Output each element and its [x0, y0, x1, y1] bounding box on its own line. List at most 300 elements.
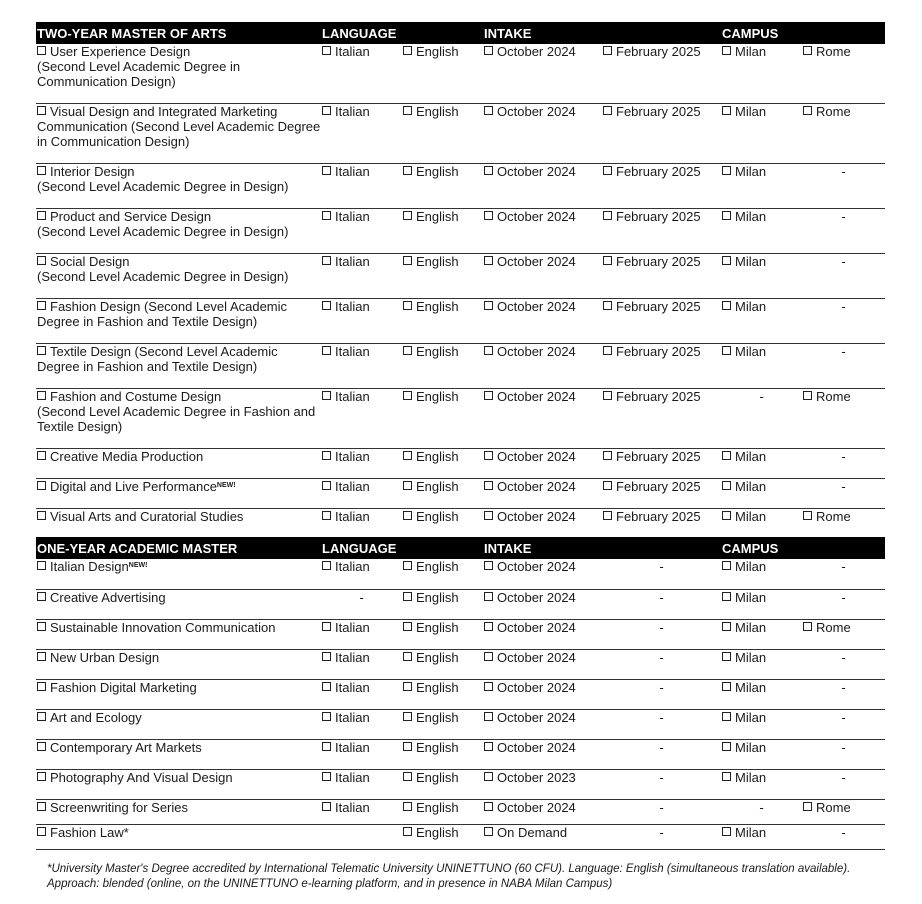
campus-milan: [721, 824, 802, 849]
not-available-dash: -: [841, 709, 846, 725]
checkbox-icon[interactable]: [722, 511, 731, 520]
checkbox-icon[interactable]: [37, 301, 46, 310]
checkbox-icon[interactable]: [322, 106, 331, 115]
checkbox-icon[interactable]: [484, 827, 493, 836]
program-cell: [36, 448, 321, 478]
checkbox-icon[interactable]: [322, 166, 331, 175]
checkbox-icon[interactable]: [722, 346, 731, 355]
option-label: Milan: [735, 478, 767, 494]
program-name-line: [37, 314, 321, 329]
checkbox-icon[interactable]: [322, 652, 331, 661]
program-name-line: [37, 770, 321, 785]
checkbox-icon[interactable]: [322, 772, 331, 781]
checkbox-icon[interactable]: [322, 511, 331, 520]
campus-rome: [802, 799, 885, 824]
language-italian: [321, 448, 402, 478]
option-label: English: [416, 478, 459, 494]
not-available-dash: -: [841, 253, 846, 269]
checkbox-icon[interactable]: [403, 742, 412, 751]
checkbox-icon[interactable]: [322, 46, 331, 55]
campus-rome: [802, 619, 885, 649]
checkbox-icon[interactable]: [484, 301, 493, 310]
option-label: Italian: [335, 769, 370, 785]
checkbox-icon[interactable]: [484, 712, 493, 721]
program-name: Contemporary Art Markets: [50, 739, 202, 755]
checkbox-icon[interactable]: [722, 481, 731, 490]
checkbox-icon[interactable]: [803, 622, 812, 631]
checkbox-icon[interactable]: [403, 712, 412, 721]
checkbox-icon[interactable]: [722, 682, 731, 691]
intake-first: [483, 739, 602, 769]
option-label: October 2024: [497, 448, 576, 464]
checkbox-icon[interactable]: [403, 451, 412, 460]
checkbox-icon[interactable]: [37, 46, 46, 55]
checkbox-icon[interactable]: [403, 481, 412, 490]
option-label: Milan: [735, 343, 767, 359]
checkbox-icon[interactable]: [722, 772, 731, 781]
language-english: [402, 508, 483, 538]
campus-rome: [802, 739, 885, 769]
checkbox-icon[interactable]: [37, 256, 46, 265]
checkbox-icon[interactable]: [403, 211, 412, 220]
intake-second: [602, 44, 721, 103]
option-label: English: [416, 388, 459, 404]
program-name-line: [37, 825, 321, 840]
program-name-line: [37, 710, 321, 725]
checkbox-icon[interactable]: [37, 827, 46, 836]
checkbox-icon[interactable]: [322, 742, 331, 751]
option-label: Milan: [735, 739, 767, 755]
checkbox-icon[interactable]: [37, 652, 46, 661]
checkbox-icon[interactable]: [722, 301, 731, 310]
program-row: [36, 824, 885, 849]
language-italian: [321, 559, 402, 589]
two-year-table: [36, 22, 885, 539]
intake-second: [602, 298, 721, 343]
checkbox-icon[interactable]: [603, 46, 612, 55]
checkbox-icon[interactable]: [603, 166, 612, 175]
program-cell: [36, 619, 321, 649]
option-label: October 2024: [497, 208, 576, 224]
program-name: Creative Media Production: [50, 448, 204, 464]
checkbox-icon[interactable]: [322, 712, 331, 721]
program-cell: [36, 343, 321, 388]
option-label: February 2025: [616, 103, 701, 119]
program-name: Art and Ecology: [50, 709, 142, 725]
not-available-dash: -: [359, 589, 364, 605]
checkbox-icon[interactable]: [484, 561, 493, 570]
program-row: [36, 103, 885, 163]
option-label: Milan: [735, 208, 767, 224]
checkbox-icon[interactable]: [722, 256, 731, 265]
checkbox-icon[interactable]: [37, 346, 46, 355]
checkbox-icon[interactable]: [722, 46, 731, 55]
checkbox-icon[interactable]: [603, 211, 612, 220]
program-name: Fashion Law*: [50, 824, 129, 840]
language-english: [402, 769, 483, 799]
checkbox-icon[interactable]: [37, 106, 46, 115]
not-available-dash: -: [659, 649, 664, 665]
intake-second: [602, 619, 721, 649]
language-english: [402, 739, 483, 769]
not-available-dash: -: [841, 298, 846, 314]
not-available-dash: -: [659, 799, 664, 815]
program-name-line: [37, 134, 321, 149]
option-label: Italian: [335, 559, 370, 574]
language-english: [402, 709, 483, 739]
option-label: October 2024: [497, 619, 576, 635]
program-row: [36, 739, 885, 769]
campus-milan: [721, 709, 802, 739]
option-label: October 2023: [497, 769, 576, 785]
option-label: February 2025: [616, 44, 701, 59]
program-cell: [36, 103, 321, 163]
intake-second: [602, 508, 721, 538]
checkbox-icon[interactable]: [403, 46, 412, 55]
campus-rome: [802, 769, 885, 799]
checkbox-icon[interactable]: [403, 256, 412, 265]
program-name-line: [37, 800, 321, 815]
checkbox-icon[interactable]: [803, 802, 812, 811]
checkbox-icon[interactable]: [403, 346, 412, 355]
checkbox-icon[interactable]: [484, 256, 493, 265]
checkbox-icon[interactable]: [322, 391, 331, 400]
campus-milan: [721, 679, 802, 709]
checkbox-icon[interactable]: [37, 166, 46, 175]
option-label: English: [416, 103, 459, 119]
checkbox-icon[interactable]: [603, 511, 612, 520]
checkbox-icon[interactable]: [722, 712, 731, 721]
option-label: Italian: [335, 298, 370, 314]
option-label: English: [416, 709, 459, 725]
not-available-dash: -: [841, 478, 846, 494]
checkbox-icon[interactable]: [322, 301, 331, 310]
language-english: [402, 163, 483, 208]
option-label: February 2025: [616, 163, 701, 179]
program-cell: [36, 769, 321, 799]
campus-milan: [721, 253, 802, 298]
checkbox-icon[interactable]: [403, 652, 412, 661]
checkbox-icon[interactable]: [403, 106, 412, 115]
language-italian: [321, 769, 402, 799]
program-name-line: [37, 119, 321, 134]
checkbox-icon[interactable]: [722, 652, 731, 661]
option-label: English: [416, 589, 459, 605]
checkbox-icon[interactable]: [484, 652, 493, 661]
checkbox-icon[interactable]: [403, 592, 412, 601]
program-cell: [36, 589, 321, 619]
checkbox-icon[interactable]: [322, 682, 331, 691]
program-row: [36, 44, 885, 103]
program-name-line: [37, 59, 321, 74]
checkbox-icon[interactable]: [803, 106, 812, 115]
intake-first: [483, 769, 602, 799]
checkbox-icon[interactable]: [484, 211, 493, 220]
option-label: Italian: [335, 103, 370, 119]
program-degree-text: (Second Level Academic Degree in: [37, 59, 241, 74]
checkbox-icon[interactable]: [484, 802, 493, 811]
campus-milan: [721, 163, 802, 208]
program-degree-text: Degree in Fashion and Textile Design): [37, 358, 258, 374]
checkbox-icon[interactable]: [722, 742, 731, 751]
campus-milan: [721, 799, 802, 824]
option-label: October 2024: [497, 709, 576, 725]
program-name-line: [37, 559, 321, 574]
option-label: Milan: [735, 679, 767, 695]
checkbox-icon[interactable]: [484, 346, 493, 355]
checkbox-icon[interactable]: [37, 451, 46, 460]
not-available-dash: -: [759, 799, 764, 815]
option-label: Milan: [735, 44, 767, 59]
option-label: Rome: [816, 103, 851, 119]
intake-first: [483, 508, 602, 538]
program-row: [36, 559, 885, 589]
not-available-dash: -: [659, 559, 664, 574]
one-year-body: [36, 559, 885, 849]
checkbox-icon[interactable]: [484, 451, 493, 460]
option-label: English: [416, 649, 459, 665]
checkbox-icon[interactable]: [37, 592, 46, 601]
not-available-dash: -: [841, 649, 846, 665]
campus-header: CAMPUS: [721, 537, 885, 559]
checkbox-icon[interactable]: [37, 211, 46, 220]
program-degree-text: (Second Level Academic Degree in Design): [37, 268, 289, 284]
option-label: Milan: [735, 103, 767, 119]
checkbox-icon[interactable]: [722, 592, 731, 601]
checkbox-icon[interactable]: [37, 561, 46, 570]
checkbox-icon[interactable]: [803, 391, 812, 400]
checkbox-icon[interactable]: [484, 391, 493, 400]
program-name: Sustainable Innovation Communication: [50, 619, 276, 635]
checkbox-icon[interactable]: [484, 682, 493, 691]
program-name-line: [37, 224, 321, 239]
language-english: [402, 388, 483, 448]
option-label: English: [416, 559, 459, 574]
option-label: October 2024: [497, 649, 576, 665]
campus-milan: [721, 388, 802, 448]
checkbox-icon[interactable]: [722, 166, 731, 175]
option-label: English: [416, 208, 459, 224]
checkbox-icon[interactable]: [722, 211, 731, 220]
intake-header: INTAKE: [483, 537, 721, 559]
program-name-line: [37, 179, 321, 194]
intake-first: [483, 298, 602, 343]
option-label: February 2025: [616, 478, 701, 494]
program-header: ONE-YEAR ACADEMIC MASTER: [36, 537, 321, 559]
language-english: [402, 103, 483, 163]
checkbox-icon[interactable]: [603, 451, 612, 460]
language-italian: [321, 208, 402, 253]
checkbox-icon[interactable]: [37, 772, 46, 781]
language-italian: [321, 253, 402, 298]
checkbox-icon[interactable]: [37, 622, 46, 631]
program-name: Product and Service Design: [50, 208, 212, 224]
option-label: October 2024: [497, 388, 576, 404]
option-label: Milan: [735, 824, 767, 840]
checkbox-icon[interactable]: [322, 622, 331, 631]
checkbox-icon[interactable]: [403, 772, 412, 781]
campus-rome: [802, 44, 885, 103]
language-english: [402, 679, 483, 709]
checkbox-icon[interactable]: [484, 106, 493, 115]
checkbox-icon[interactable]: [322, 481, 331, 490]
language-english: [402, 208, 483, 253]
program-degree-text: (Second Level Academic Degree in Design): [37, 223, 289, 239]
checkbox-icon[interactable]: [37, 682, 46, 691]
checkbox-icon[interactable]: [603, 106, 612, 115]
option-label: Milan: [735, 559, 767, 574]
intake-first: [483, 208, 602, 253]
language-english: [402, 478, 483, 508]
checkbox-icon[interactable]: [37, 712, 46, 721]
program-name: Fashion Digital Marketing: [50, 679, 197, 695]
checkbox-icon[interactable]: [484, 46, 493, 55]
campus-rome: [802, 589, 885, 619]
program-name: Fashion and Costume Design: [50, 388, 222, 404]
option-label: February 2025: [616, 448, 701, 464]
language-english: [402, 253, 483, 298]
checkbox-icon[interactable]: [484, 481, 493, 490]
checkbox-icon[interactable]: [37, 742, 46, 751]
checkbox-icon[interactable]: [722, 827, 731, 836]
intake-header: INTAKE: [483, 22, 721, 44]
intake-first: [483, 824, 602, 849]
checkbox-icon[interactable]: [403, 511, 412, 520]
program-name-line: [37, 359, 321, 374]
program-row: [36, 448, 885, 478]
checkbox-icon[interactable]: [403, 802, 412, 811]
checkbox-icon[interactable]: [322, 256, 331, 265]
checkbox-icon[interactable]: [484, 511, 493, 520]
checkbox-icon[interactable]: [322, 561, 331, 570]
two-year-body: [36, 44, 885, 538]
language-italian: [321, 799, 402, 824]
checkbox-icon[interactable]: [37, 802, 46, 811]
program-name: Textile Design (Second Level Academic: [50, 343, 278, 359]
program-cell: [36, 649, 321, 679]
checkbox-icon[interactable]: [403, 561, 412, 570]
program-cell: [36, 679, 321, 709]
campus-rome: [802, 388, 885, 448]
checkbox-icon[interactable]: [603, 301, 612, 310]
checkbox-icon[interactable]: [603, 256, 612, 265]
intake-first: [483, 163, 602, 208]
language-english: [402, 619, 483, 649]
language-italian: [321, 619, 402, 649]
program-cell: [36, 44, 321, 103]
intake-second: [602, 478, 721, 508]
program-cell: [36, 799, 321, 824]
checkbox-icon[interactable]: [603, 481, 612, 490]
campus-rome: [802, 163, 885, 208]
option-label: Milan: [735, 298, 767, 314]
program-name-line: [37, 254, 321, 269]
option-label: Italian: [335, 739, 370, 755]
intake-second: [602, 163, 721, 208]
language-italian: [321, 163, 402, 208]
intake-second: [602, 448, 721, 478]
checkbox-icon[interactable]: [37, 481, 46, 490]
program-row: [36, 709, 885, 739]
campus-milan: [721, 44, 802, 103]
not-available-dash: -: [841, 589, 846, 605]
checkbox-icon[interactable]: [603, 346, 612, 355]
checkbox-icon[interactable]: [37, 511, 46, 520]
program-cell: [36, 709, 321, 739]
checkbox-icon[interactable]: [484, 742, 493, 751]
language-english: [402, 649, 483, 679]
checkbox-icon[interactable]: [322, 451, 331, 460]
checkbox-icon[interactable]: [403, 301, 412, 310]
program-name: Screenwriting for Series: [50, 799, 188, 815]
not-available-dash: -: [659, 769, 664, 785]
option-label: English: [416, 824, 459, 840]
option-label: English: [416, 619, 459, 635]
option-label: Milan: [735, 709, 767, 725]
option-label: Italian: [335, 448, 370, 464]
language-english: [402, 448, 483, 478]
intake-first: [483, 103, 602, 163]
checkbox-icon[interactable]: [403, 391, 412, 400]
footnote: [47, 862, 887, 892]
campus-rome: [802, 478, 885, 508]
intake-second: [602, 559, 721, 589]
checkbox-icon[interactable]: [484, 166, 493, 175]
option-label: Rome: [816, 388, 851, 404]
checkbox-icon[interactable]: [322, 211, 331, 220]
checkbox-icon[interactable]: [484, 592, 493, 601]
checkbox-icon[interactable]: [322, 802, 331, 811]
checkbox-icon[interactable]: [403, 827, 412, 836]
not-available-dash: -: [841, 163, 846, 179]
program-name-line: [37, 650, 321, 665]
intake-first: [483, 343, 602, 388]
option-label: October 2024: [497, 343, 576, 359]
option-label: Milan: [735, 589, 767, 605]
campus-milan: [721, 103, 802, 163]
campus-milan: [721, 769, 802, 799]
checkbox-icon[interactable]: [484, 622, 493, 631]
checkbox-icon[interactable]: [722, 106, 731, 115]
option-label: Rome: [816, 44, 851, 59]
checkbox-icon[interactable]: [403, 622, 412, 631]
checkbox-icon[interactable]: [484, 772, 493, 781]
checkbox-icon[interactable]: [722, 622, 731, 631]
option-label: October 2024: [497, 478, 576, 494]
checkbox-icon[interactable]: [603, 391, 612, 400]
option-label: October 2024: [497, 739, 576, 755]
intake-second: [602, 709, 721, 739]
checkbox-icon[interactable]: [803, 511, 812, 520]
checkbox-icon[interactable]: [722, 561, 731, 570]
option-label: February 2025: [616, 343, 701, 359]
option-label: February 2025: [616, 208, 701, 224]
option-label: October 2024: [497, 44, 576, 59]
not-available-dash: -: [659, 619, 664, 635]
campus-milan: [721, 298, 802, 343]
checkbox-icon[interactable]: [403, 682, 412, 691]
checkbox-icon[interactable]: [403, 166, 412, 175]
checkbox-icon[interactable]: [803, 46, 812, 55]
new-badge: NEW!: [216, 481, 236, 489]
campus-milan: [721, 448, 802, 478]
checkbox-icon[interactable]: [322, 346, 331, 355]
intake-second: [602, 739, 721, 769]
checkbox-icon[interactable]: [722, 451, 731, 460]
option-label: October 2024: [497, 163, 576, 179]
not-available-dash: -: [659, 739, 664, 755]
checkbox-icon[interactable]: [37, 391, 46, 400]
